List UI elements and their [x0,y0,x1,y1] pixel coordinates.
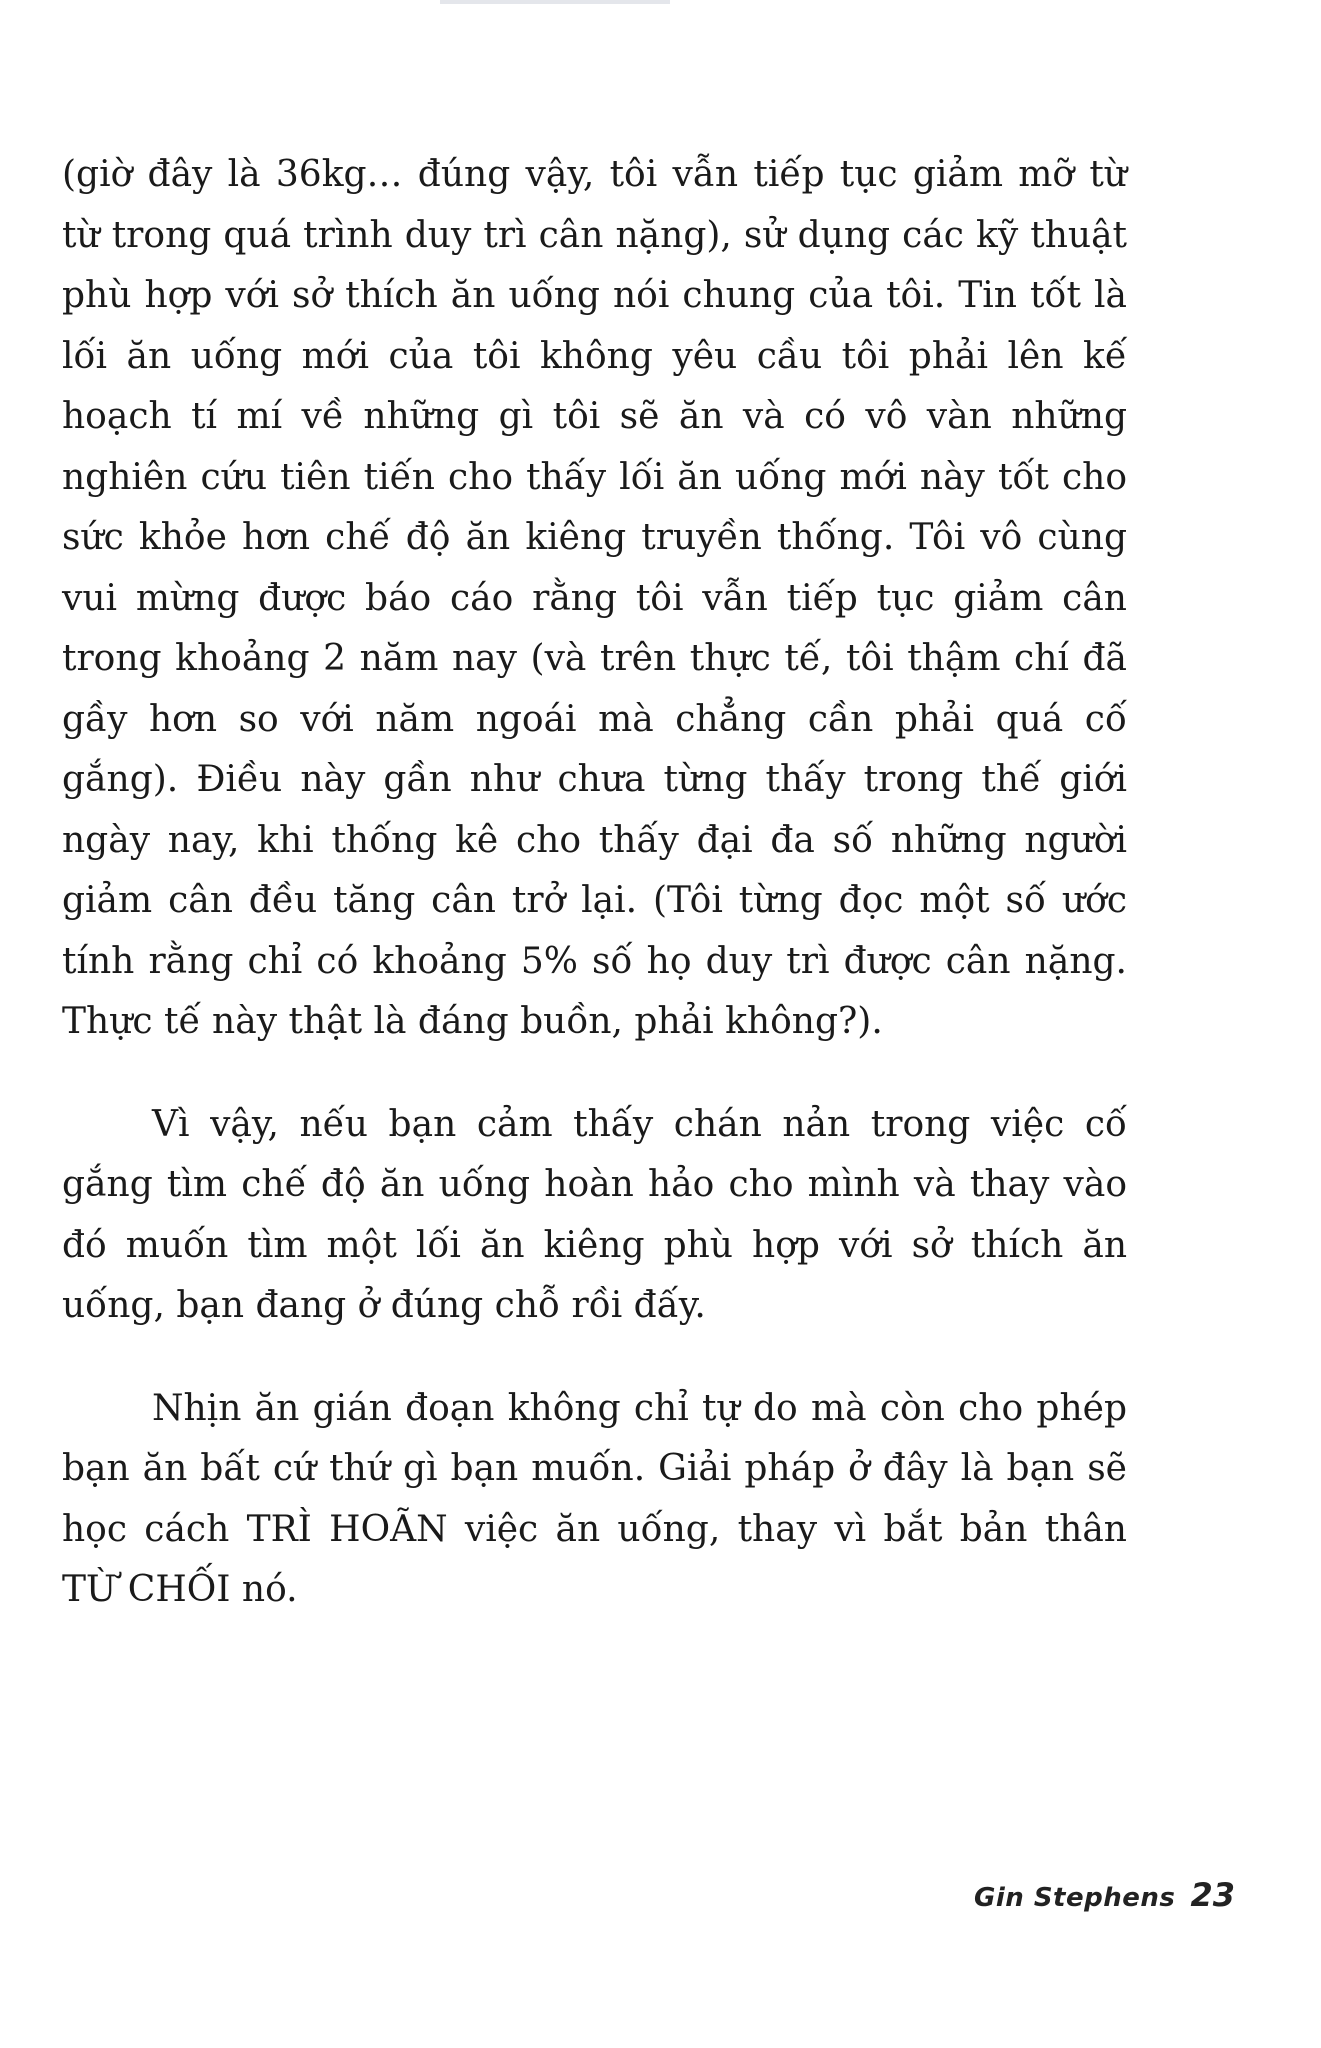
paragraph-continued: (giờ đây là 36kg… đúng vậy, tôi vẫn tiếp tục giảm mỡ từ từ trong quá trình duy trì cân nặng), sử dụng các kỹ thuật phù hợp với sở thích ăn uống nói chung của tôi. Tin tốt là lối ăn uống mới của tôi không yêu cầu tôi phải lên kế hoạch tí mí về những gì tôi sẽ ăn và có vô vàn những nghiên cứu tiên tiến cho thấy lối ăn uống mới này tốt cho sức khỏe hơn chế độ ăn kiêng truyền thống. Tôi vô cùng vui mừng được báo cáo rằng tôi vẫn tiếp tục giảm cân trong khoảng 2 năm nay (và trên thực tế, tôi thậm chí đã gầy hơn so với năm ngoái mà chẳng cần phải quá cố gắng). Điều này gần như chưa từng thấy trong thế giới ngày nay, khi thống kê cho thấy đại đa số những người giảm cân đều tăng cân trở lại. (Tôi từng đọc một số ước tính rằng chỉ có khoảng 5% số họ duy trì được cân nặng. Thực tế này thật là đáng buồn, phải không?). [62,154,1127,1042]
paragraph: Nhịn ăn gián đoạn không chỉ tự do mà còn cho phép bạn ăn bất cứ thứ gì bạn muốn. Giải pháp ở đây là bạn sẽ học cách TRÌ HOÃN việc ăn uống, thay vì bắt bản thân TỪ CHỐI nó. [62,1387,1127,1610]
page-footer [974,1876,1235,1914]
page-number: 23 [1190,1876,1235,1914]
scan-edge-mark [440,0,670,4]
page-body [62,145,1127,1621]
paragraph: Vì vậy, nếu bạn cảm thấy chán nản trong việc cố gắng tìm chế độ ăn uống hoàn hảo cho mình và thay vào đó muốn tìm một lối ăn kiêng phù hợp với sở thích ăn uống, bạn đang ở đúng chỗ rồi đấy. [62,1103,1127,1326]
running-footer-author: Gin Stephens [974,1883,1176,1913]
